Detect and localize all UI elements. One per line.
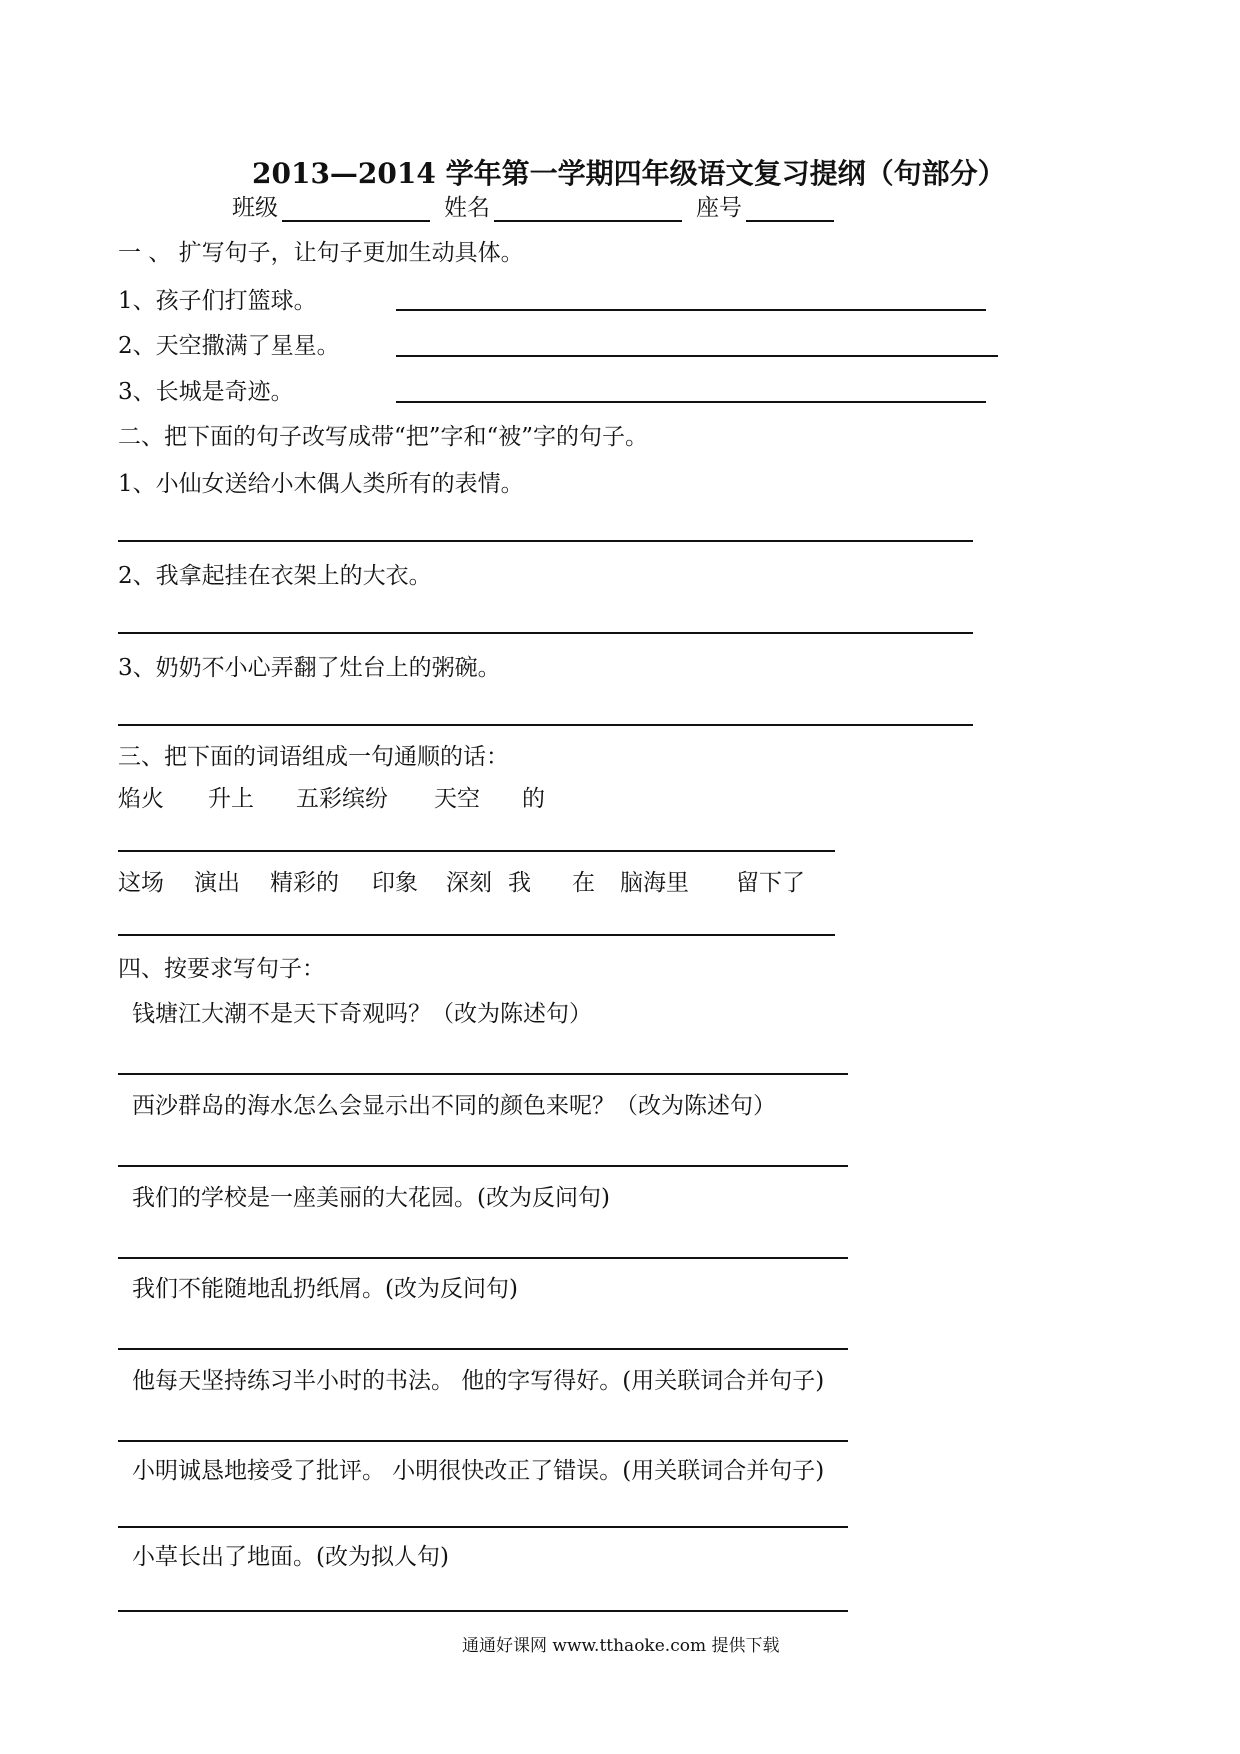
word-chip: 天空: [434, 786, 480, 812]
section1-item-3: 3、长城是奇迹。: [118, 379, 294, 405]
name-field-line[interactable]: [494, 220, 682, 222]
section4-item-5: 他每天坚持练习半小时的书法。 他的字写得好。(用关联词合并句子): [132, 1368, 825, 1394]
section4-heading: 四、按要求写句子：: [118, 956, 325, 982]
section2-item-1: 1、小仙女送给小木偶人类所有的表情。: [118, 471, 524, 497]
answer-line[interactable]: [118, 1440, 848, 1442]
section4-item-7: 小草长出了地面。(改为拟人句): [132, 1544, 449, 1570]
answer-line[interactable]: [118, 1348, 848, 1350]
answer-line[interactable]: [118, 1257, 848, 1259]
word-chip: 我: [508, 870, 531, 896]
word-chip: 在: [572, 870, 595, 896]
section4-item-3: 我们的学校是一座美丽的大花园。(改为反问句): [132, 1185, 610, 1211]
class-label: 班级: [232, 195, 278, 221]
answer-line[interactable]: [118, 724, 973, 726]
word-chip: 留下了: [736, 870, 805, 896]
seat-field-line[interactable]: [746, 220, 834, 222]
section2-item-2: 2、我拿起挂在衣架上的大衣。: [118, 563, 432, 589]
answer-line[interactable]: [396, 309, 986, 311]
word-chip: 深刻: [446, 870, 492, 896]
section1-item-2: 2、天空撒满了星星。: [118, 333, 340, 359]
answer-line[interactable]: [118, 1073, 848, 1075]
class-field-line[interactable]: [282, 220, 430, 222]
section4-item-2: 西沙群岛的海水怎么会显示出不同的颜色来呢？（改为陈述句）: [132, 1093, 776, 1119]
section4-item-6: 小明诚恳地接受了批评。 小明很快改正了错误。(用关联词合并句子): [132, 1458, 825, 1484]
footer-text: 通通好课网 www.tthaoke.com 提供下载: [462, 1636, 780, 1656]
page-title: 2013—2014 学年第一学期四年级语文复习提纲（句部分）: [252, 157, 1006, 190]
answer-line[interactable]: [118, 632, 973, 634]
section3-heading: 三、把下面的词语组成一句通顺的话：: [118, 744, 509, 770]
word-chip: 五彩缤纷: [296, 786, 388, 812]
answer-line[interactable]: [396, 355, 998, 357]
section1-item-1: 1、孩子们打篮球。: [118, 288, 317, 314]
word-chip: 印象: [372, 870, 418, 896]
word-chip: 精彩的: [270, 870, 339, 896]
answer-line[interactable]: [118, 1610, 848, 1612]
section2-heading: 二、把下面的句子改写成带“把”字和“被”字的句子。: [118, 424, 649, 450]
answer-line[interactable]: [118, 850, 835, 852]
word-chip: 演出: [194, 870, 240, 896]
answer-line[interactable]: [118, 1165, 848, 1167]
answer-line[interactable]: [396, 401, 986, 403]
section2-item-3: 3、奶奶不小心弄翻了灶台上的粥碗。: [118, 655, 501, 681]
word-chip: 焰火: [118, 786, 164, 812]
name-label: 姓名: [444, 195, 490, 221]
answer-line[interactable]: [118, 540, 973, 542]
section4-item-1: 钱塘江大潮不是天下奇观吗？（改为陈述句）: [132, 1001, 592, 1027]
section4-item-4: 我们不能随地乱扔纸屑。(改为反问句): [132, 1276, 518, 1302]
word-chip: 的: [522, 786, 545, 812]
answer-line[interactable]: [118, 934, 835, 936]
answer-line[interactable]: [118, 1526, 848, 1528]
word-chip: 这场: [118, 870, 164, 896]
section1-heading: 一 、 扩写句子，让句子更加生动具体。: [118, 240, 524, 266]
word-chip: 升上: [208, 786, 254, 812]
word-chip: 脑海里: [620, 870, 689, 896]
seat-label: 座号: [696, 195, 742, 221]
